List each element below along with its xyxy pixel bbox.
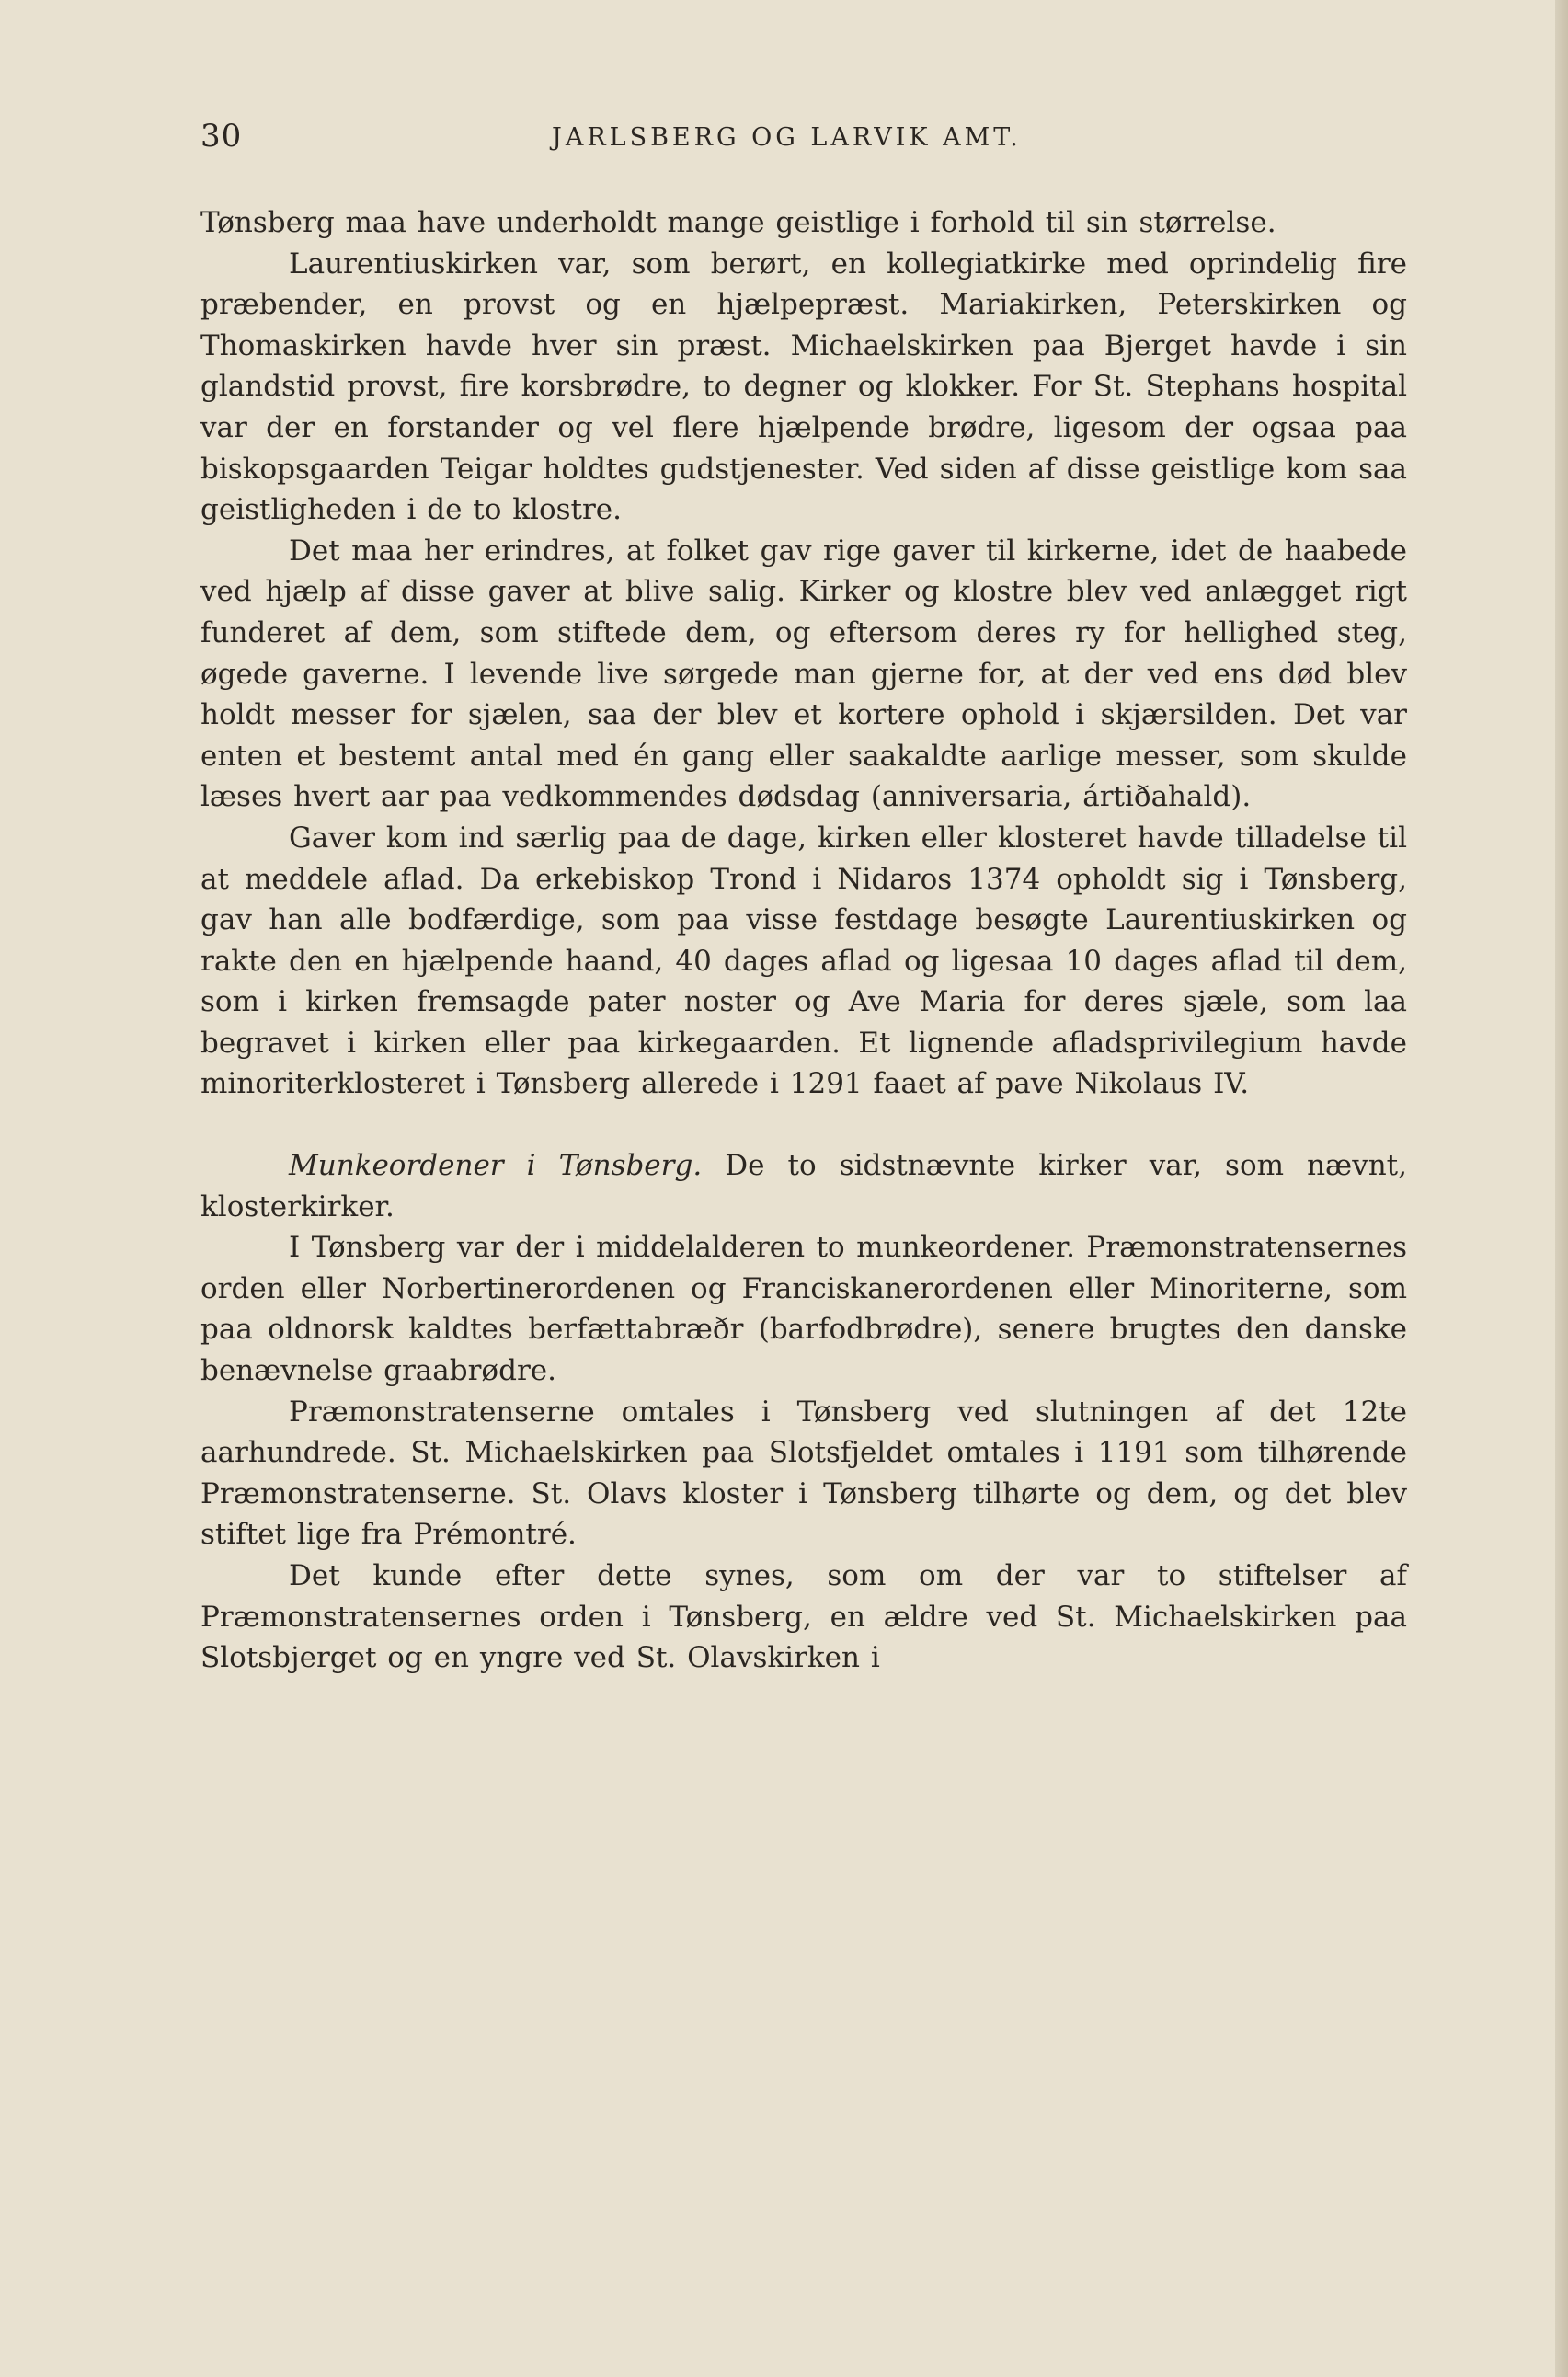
page-header	[200, 118, 1414, 164]
section-intro-paragraph	[200, 1145, 1407, 1227]
paragraph-3: Det maa her erindres, at folket gav rige gaver til kirkerne, idet de haabede ved hjælp af disse gaver at blive salig. Kirker og klostre blev ved anlægget rigt funderet af dem, som stiftede dem, og eftersom deres ry for hellighed steg, øgede gaverne. I levende live sørgede man gjerne for, at der ved ens død blev holdt messer for sjælen, saa der blev et kortere ophold i skjærsilden. Det var enten et bestemt antal med én gang eller saakaldte aarlige messer, som skulde læses hvert aar paa vedkommendes dødsdag (anniversaria, ártiðahald).	[200, 534, 1407, 814]
section-intro: De to sidstnævnte kirker var, som nævnt, klosterkirker.	[200, 1149, 1407, 1223]
section-paragraph-1: I Tønsberg var der i middelalderen to munkeordener. Præmonstratensernes orden eller Norbertinerordenen og Franciskanerordenen eller Minoriterne, som paa oldnorsk kaldtes berfættabræðr (barfodbrødre), senere brugtes den danske benævnelse graabrødre.	[200, 1231, 1407, 1388]
body-text	[200, 202, 1407, 1679]
paragraph-4: Gaver kom ind særlig paa de dage, kirken eller klosteret havde tilladelse til at meddele aflad. Da erkebiskop Trond i Nidaros 1374 opholdt sig i Tønsberg, gav han alle bodfærdige, som paa visse festdage besøgte Laurentiuskirken og rakte den en hjælpende haand, 40 dages aflad og ligesaa 10 dages aflad til dem, som i kirken fremsagde pater noster og Ave Maria for deres sjæle, som laa begravet i kirken eller paa kirkegaarden. Et lignende afladsprivilegium havde minoriterklosteret i Tønsberg allerede i 1291 faaet af pave Nikolaus IV.	[200, 821, 1407, 1101]
section-title: Munkeordener i Tønsberg.	[289, 1149, 703, 1183]
paragraph-2: Laurentiuskirken var, som berørt, en kollegiatkirke med oprindelig fire præbender, en provst og en hjælpepræst. Mariakirken, Peterskirken og Thomaskirken havde hver sin præst. Michaelskirken paa Bjerget havde i sin glandstid provst, fire korsbrødre, to degner og klokker. For St. Stephans hospital var der en forstander og vel flere hjælpende brødre, ligesom der ogsaa paa biskopsgaarden Teigar holdtes gudstjenester. Ved siden af disse geistlige kom saa geistligheden i de to klostre.	[200, 247, 1407, 527]
section-paragraph-2: Præmonstratenserne omtales i Tønsberg ved slutningen af det 12te aarhundrede. St. Michaelskirken paa Slotsfjeldet omtales i 1191 som tilhørende Præmonstratenserne. St. Olavs kloster i Tønsberg tilhørte og dem, og det blev stiftet lige fra Prémontré.	[200, 1395, 1407, 1552]
section-paragraph-3: Det kunde efter dette synes, som om der var to stiftelser af Præmonstratensernes orden i Tønsberg, en ældre ved St. Michaelskirken paa Slotsbjerget og en yngre ved St. Olavskirken i	[200, 1559, 1407, 1675]
running-head: JARLSBERG OG LARVIK AMT.	[552, 123, 1022, 152]
paragraph-1: Tønsberg maa have underholdt mange geistlige i forhold til sin størrelse.	[200, 206, 1276, 239]
page-edge	[1555, 0, 1568, 2377]
page-number: 30	[200, 118, 243, 155]
